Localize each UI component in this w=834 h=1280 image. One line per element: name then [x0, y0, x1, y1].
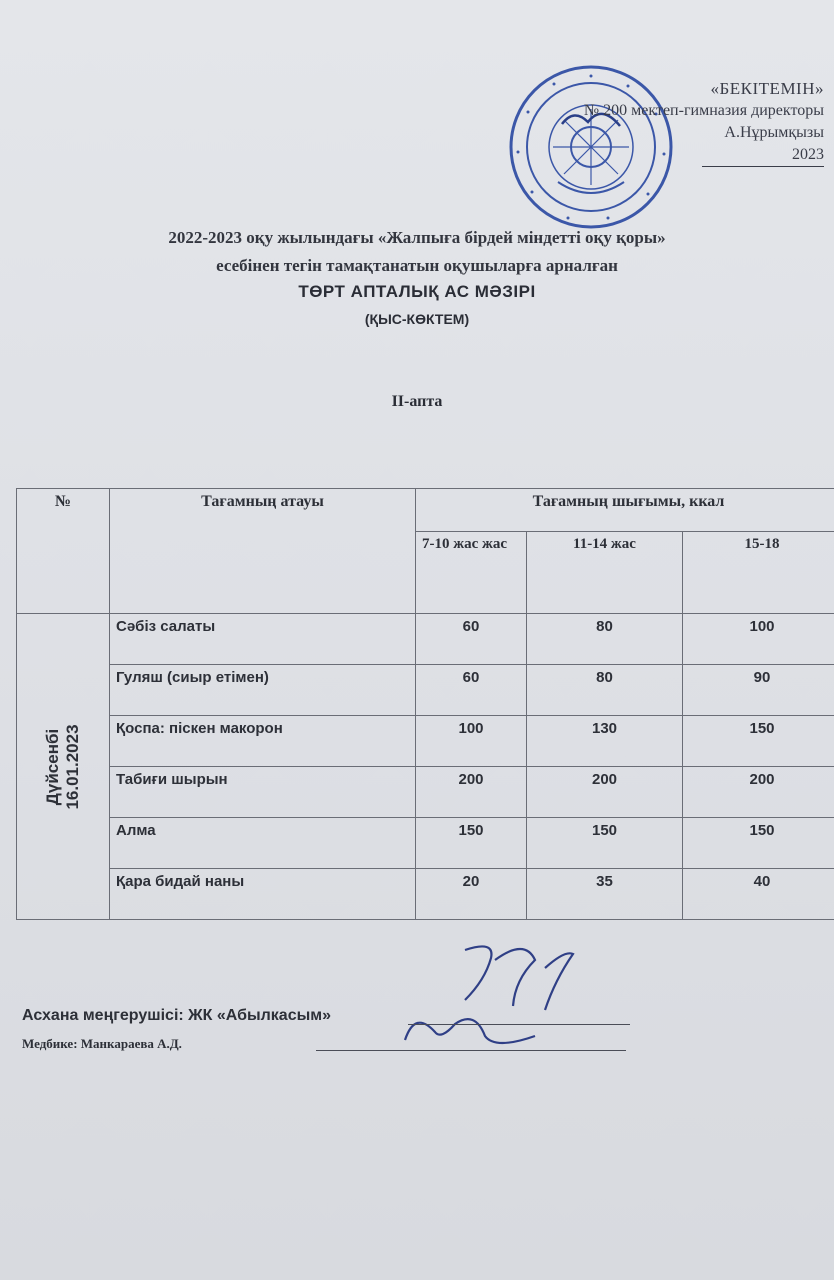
nurse: Медбике: Манкараева А.Д.: [22, 1036, 182, 1051]
kcal-11-14: 150: [527, 818, 683, 869]
kcal-15-18: 100: [683, 614, 834, 665]
kcal-15-18: 150: [683, 818, 834, 869]
kcal-11-14: 80: [527, 665, 683, 716]
kcal-7-10: 100: [416, 716, 527, 767]
kcal-7-10: 150: [416, 818, 527, 869]
dish-name: Гуляш (сиыр етімен): [110, 665, 416, 716]
season-label: (ҚЫС-КӨКТЕМ): [364, 311, 470, 327]
kcal-11-14: 35: [527, 869, 683, 920]
kcal-7-10: 60: [416, 665, 527, 716]
dish-name: Сәбіз салаты: [110, 614, 416, 665]
table-row: [17, 818, 834, 869]
dish-name: Табиғи шырын: [110, 767, 416, 818]
heading-line-1: 2022-2023 оқу жылындағы «Жалпыға бірдей міндетті оқу қоры»: [168, 228, 666, 247]
day-name: Дүйсенбі: [43, 728, 62, 805]
kcal-7-10: 60: [416, 614, 527, 665]
approval-date: 2023: [702, 144, 824, 167]
header-dish-name: Тағамның атауы: [110, 489, 416, 614]
header-yield: Тағамның шығымы, ккал: [416, 489, 834, 532]
menu-title: ТӨРТ АПТАЛЫҚ АС МӘЗІРІ: [298, 282, 536, 301]
kcal-15-18: 150: [683, 716, 834, 767]
menu-table: [16, 488, 834, 920]
age-group-1: 7-10 жас жас: [416, 532, 527, 614]
approval-title: «БЕКІТЕМІН»: [710, 79, 824, 98]
signature-mark: [395, 940, 595, 1060]
kcal-11-14: 130: [527, 716, 683, 767]
kcal-15-18: 40: [683, 869, 834, 920]
kcal-7-10: 20: [416, 869, 527, 920]
kcal-15-18: 90: [683, 665, 834, 716]
approval-director-name: А.Нұрымқызы: [724, 124, 824, 141]
age-group-3: 15-18: [683, 532, 834, 614]
dish-name: Қоспа: піскен макорон: [110, 716, 416, 767]
approval-position: № 200 мектеп-гимназия директоры: [583, 102, 824, 119]
table-row: [17, 665, 834, 716]
nurse-signature-line: [316, 1050, 626, 1051]
table-row: [17, 614, 834, 665]
table-row: [17, 869, 834, 920]
week-label: ІІ-апта: [391, 393, 443, 410]
kcal-11-14: 80: [527, 614, 683, 665]
canteen-signature-line: [408, 1024, 630, 1025]
heading-line-2: есебінен тегін тамақтанатын оқушыларға арналған: [216, 256, 618, 275]
table-row: [17, 716, 834, 767]
day-cell: [17, 614, 110, 920]
table-row: [17, 767, 834, 818]
approval-block: [584, 78, 824, 167]
kcal-7-10: 200: [416, 767, 527, 818]
header-number: №: [17, 489, 110, 614]
canteen-manager: Асхана меңгерушісі: ЖК «Абылкасым»: [22, 1007, 331, 1024]
age-group-2: 11-14 жас: [527, 532, 683, 614]
dish-name: Қара бидай наны: [110, 869, 416, 920]
day-date: 16.01.2023: [63, 723, 82, 810]
kcal-11-14: 200: [527, 767, 683, 818]
kcal-15-18: 200: [683, 767, 834, 818]
dish-name: Алма: [110, 818, 416, 869]
